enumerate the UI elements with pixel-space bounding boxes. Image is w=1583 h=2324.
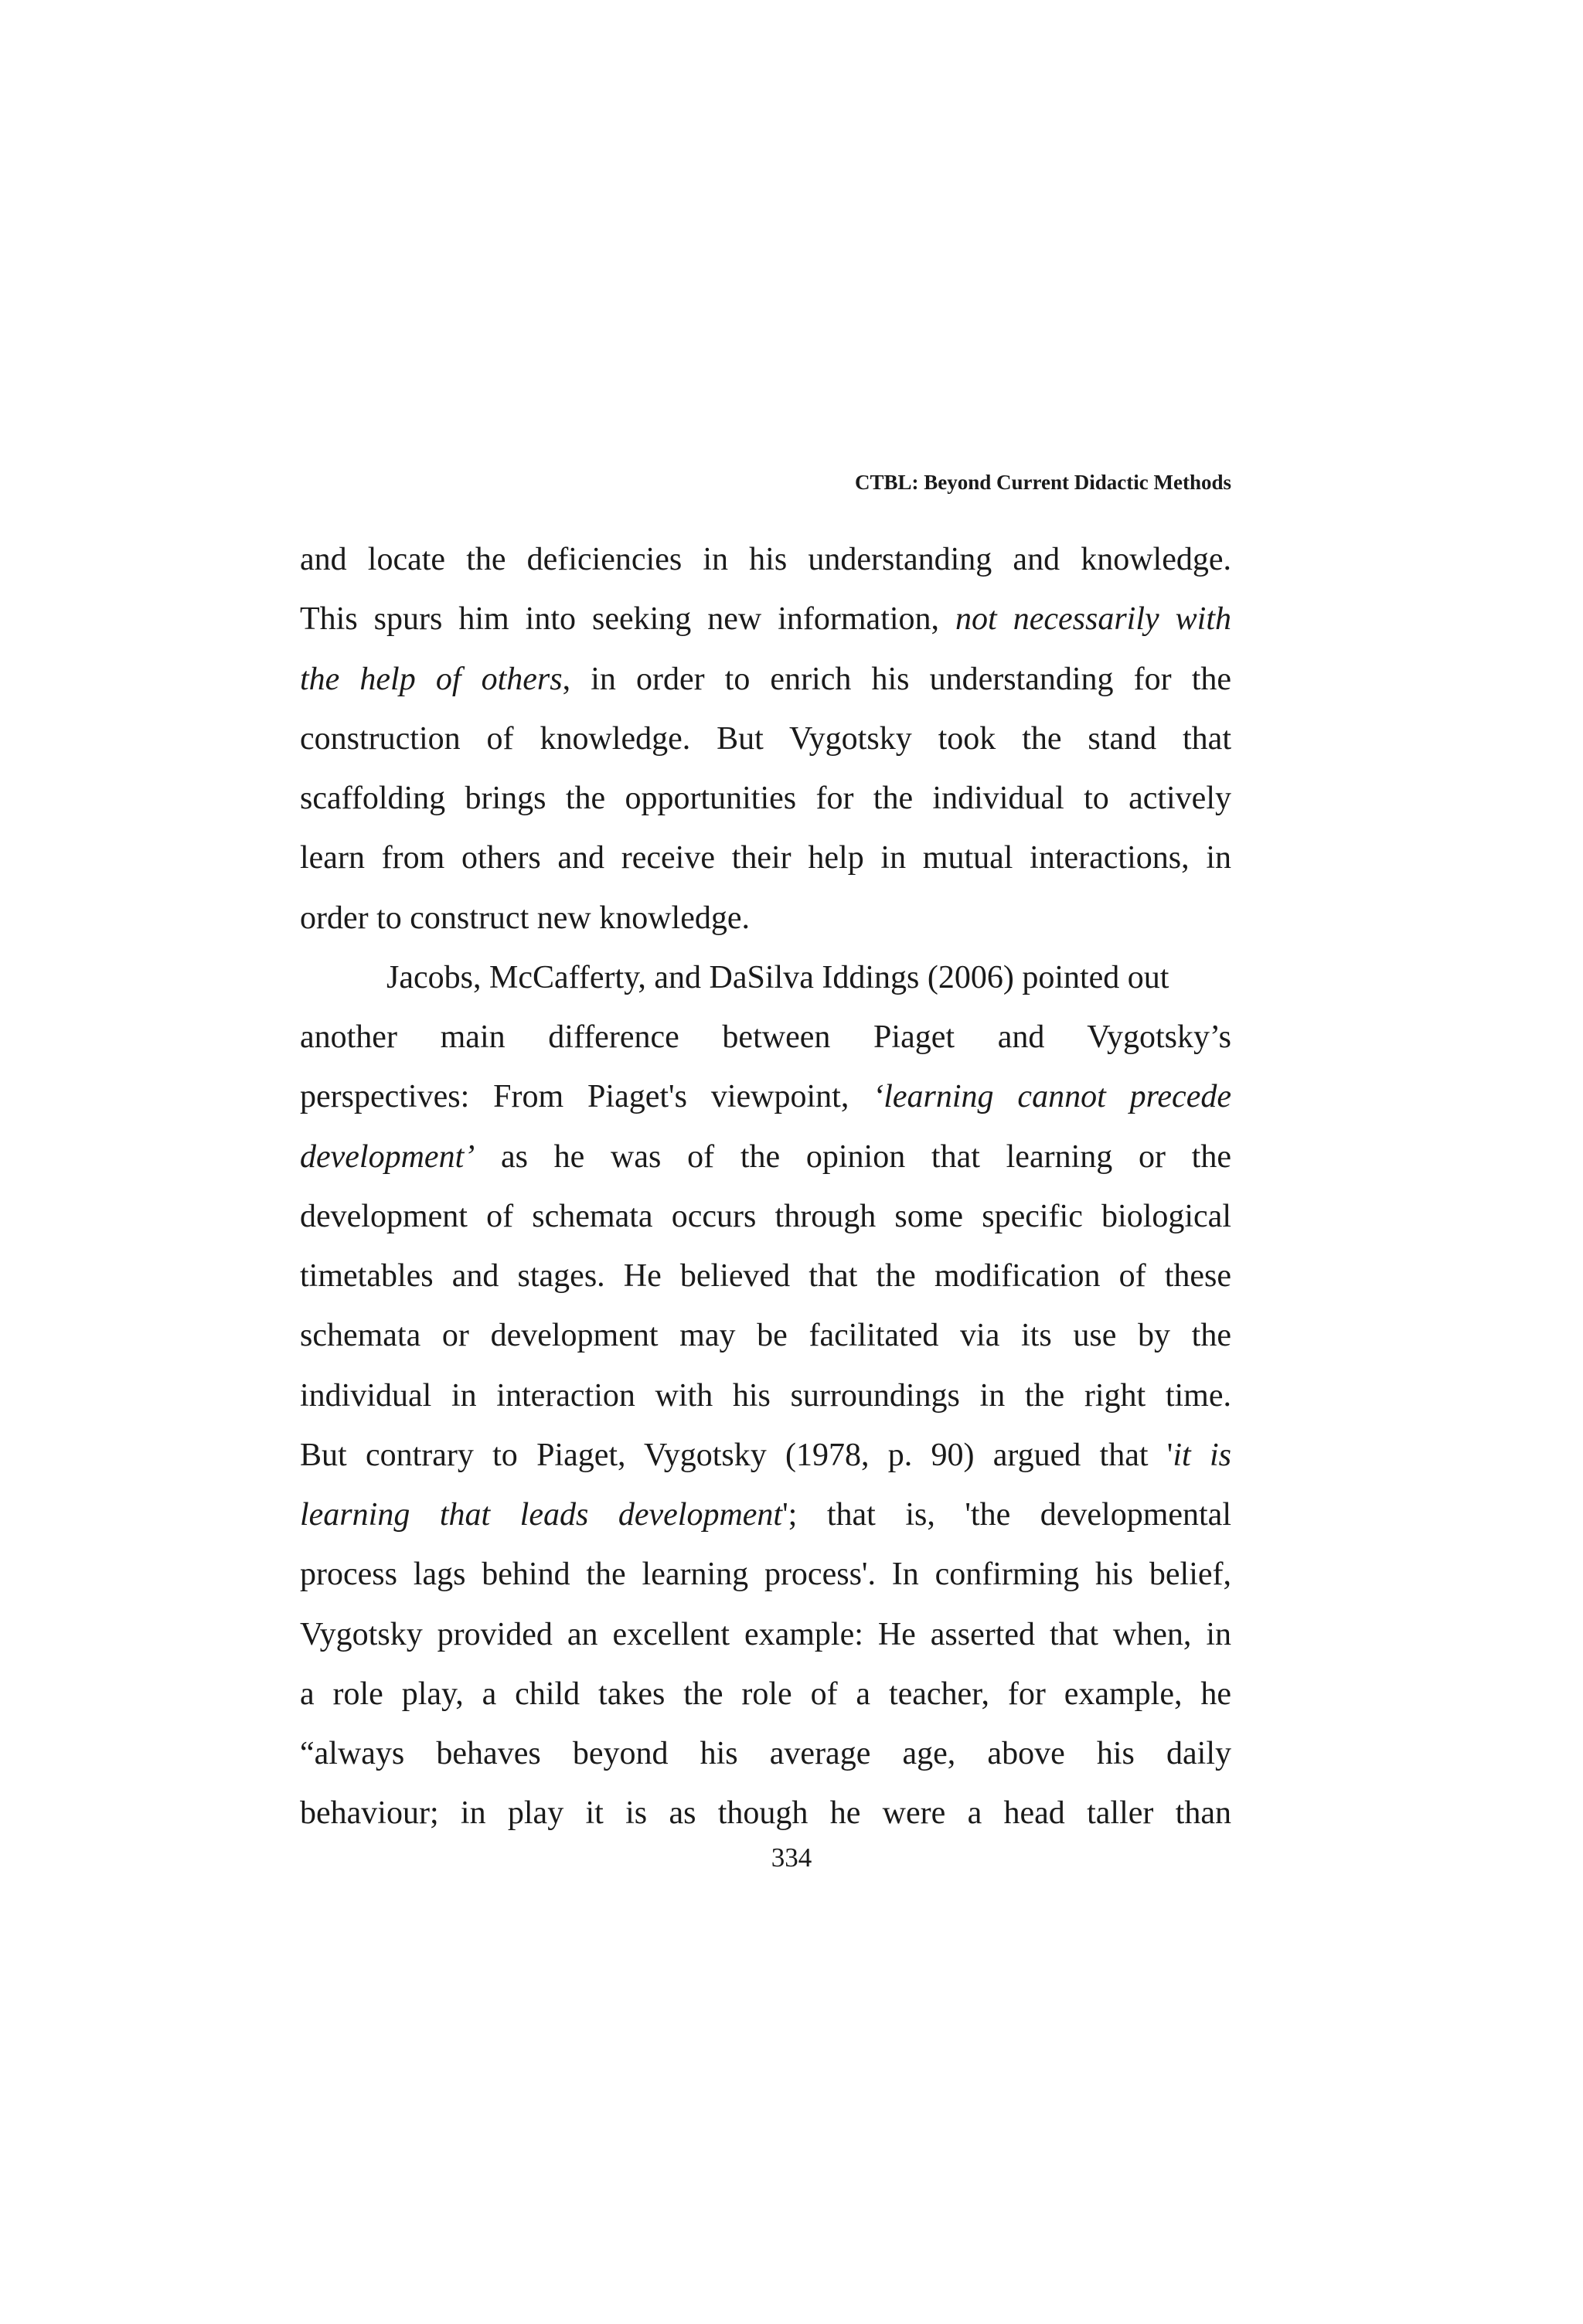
text-run: This spurs him into seeking new information,: [300, 601, 956, 638]
text-run: learn from others and receive their help in mutual interactions, in: [300, 840, 1231, 876]
text-line: [300, 1306, 1231, 1366]
text-run: construction of knowledge. But Vygotsky took the stand that: [300, 720, 1231, 757]
text-line: [300, 1665, 1231, 1724]
italic-run: it is: [1173, 1437, 1231, 1473]
text-line: [300, 650, 1231, 709]
text-run: timetables and stages. He believed that the modification of these: [300, 1258, 1231, 1294]
text-run: perspectives: From Piaget's viewpoint,: [300, 1079, 873, 1115]
italic-run: not necessarily with: [955, 601, 1231, 638]
text-line: [300, 1008, 1231, 1067]
text-line: [300, 829, 1231, 888]
text-run: and locate the deficiencies in his understanding and knowledge.: [300, 542, 1231, 577]
text-run: '; that is, 'the developmental: [782, 1497, 1231, 1533]
text-run: , in order to enrich his understanding for the: [562, 661, 1231, 697]
text-run: But contrary to Piaget, Vygotsky (1978, p. 90) argued that ': [300, 1437, 1173, 1473]
text-line: [300, 1605, 1231, 1665]
text-line: [300, 1187, 1231, 1247]
text-line: [300, 530, 1231, 590]
text-line: [300, 590, 1231, 649]
text-run: behaviour; in play it is as though he were a head taller than: [300, 1795, 1231, 1832]
body-text: [300, 530, 1231, 1844]
italic-run: the help of others: [300, 661, 563, 697]
text-line: [300, 948, 1231, 1008]
text-line: [300, 1545, 1231, 1604]
text-run: Jacobs, McCafferty, and DaSilva Iddings (2006) pointed out: [386, 959, 1169, 995]
text-run: another main difference between Piaget and Vygotsky’s: [300, 1019, 1231, 1055]
text-line: [300, 709, 1231, 769]
text-line: [300, 1784, 1231, 1843]
text-line: [300, 1426, 1231, 1485]
text-line: [300, 1485, 1231, 1545]
text-run: scaffolding brings the opportunities for the individual to actively: [300, 781, 1231, 816]
text-line: [300, 1724, 1231, 1784]
text-line: [300, 1067, 1231, 1127]
text-line: [300, 1247, 1231, 1306]
page-number: 334: [771, 1843, 812, 1873]
text-line: [300, 769, 1231, 829]
text-line: [300, 889, 1231, 948]
text-run: individual in interaction with his surroundings in the right time.: [300, 1377, 1231, 1414]
text-run: “always behaves beyond his average age, above his daily: [300, 1736, 1231, 1771]
text-run: a role play, a child takes the role of a teacher, for example, he: [300, 1676, 1231, 1712]
italic-run: learning that leads development: [300, 1497, 783, 1533]
text-run: order to construct new knowledge.: [300, 900, 750, 936]
text-run: schemata or development may be facilitated via its use by the: [300, 1318, 1231, 1354]
text-run: development of schemata occurs through some specific biological: [300, 1198, 1231, 1234]
italic-run: ‘learning cannot precede: [873, 1079, 1231, 1115]
text-run: process lags behind the learning process'. In confirming his belief,: [300, 1557, 1231, 1593]
text-run: as he was of the opinion that learning or the: [475, 1138, 1231, 1175]
text-run: Vygotsky provided an excellent example: He asserted that when, in: [300, 1616, 1231, 1652]
text-line: [300, 1366, 1231, 1426]
running-header: CTBL: Beyond Current Didactic Methods: [854, 471, 1231, 494]
italic-run: development’: [300, 1138, 475, 1175]
text-line: [300, 1128, 1231, 1187]
